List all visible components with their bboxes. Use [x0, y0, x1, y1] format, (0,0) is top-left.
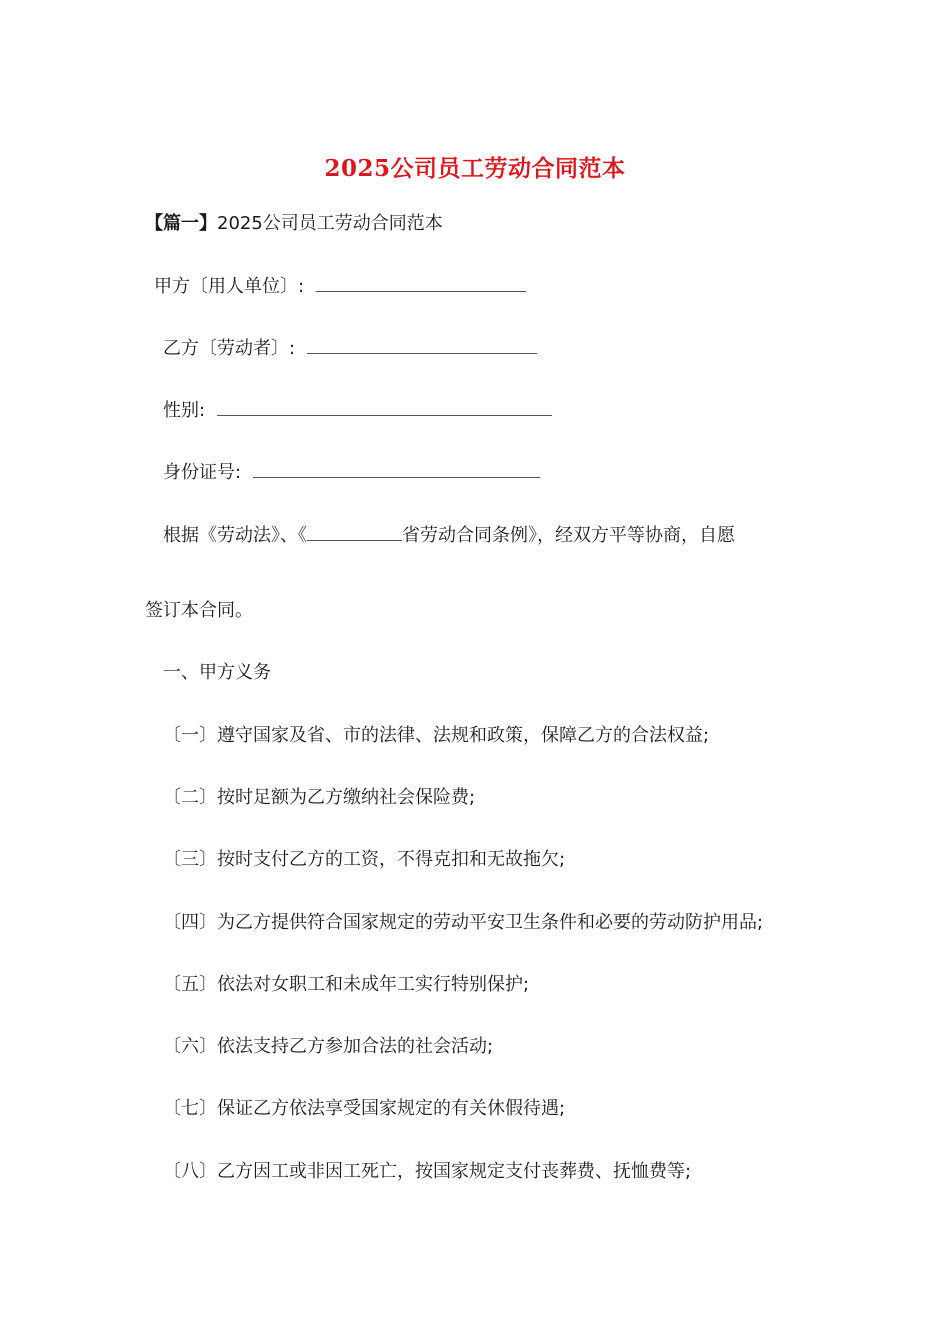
id-number-blank: [253, 463, 540, 478]
id-number-field: [163, 460, 540, 486]
obligation-item: 〔二〕按时足额为乙方缴纳社会保险费;: [163, 787, 476, 808]
obligation-item: 〔三〕按时支付乙方的工资，不得克扣和无故拖欠;: [163, 849, 566, 870]
preamble-part2: 省劳动合同条例》，经双方平等协商，自愿: [402, 525, 735, 546]
party-a-blank: [316, 277, 526, 292]
gender-blank: [217, 401, 552, 416]
obligation-item: 〔七〕保证乙方依法享受国家规定的有关休假待遇;: [163, 1098, 566, 1119]
obligation-item: 〔六〕依法支持乙方参加合法的社会活动;: [163, 1036, 494, 1057]
party-b-blank: [307, 339, 537, 354]
section-heading-text: 2025公司员工劳动合同范本: [217, 213, 443, 234]
section-heading: [145, 211, 443, 237]
obligation-item: 〔一〕遵守国家及省、市的法律、法规和政策，保障乙方的合法权益;: [163, 725, 710, 746]
party-a-label: 甲方〔用人单位〕:: [154, 276, 305, 297]
party-b-field: [163, 336, 537, 362]
document-title: 2025公司员工劳动合同范本: [324, 155, 626, 182]
party-b-label: 乙方〔劳动者〕:: [163, 338, 296, 359]
preamble-line-1: [163, 523, 735, 549]
obligation-item: 〔八〕乙方因工或非因工死亡，按国家规定支付丧葬费、抚恤费等;: [163, 1161, 692, 1182]
preamble-line-2: 签订本合同。: [145, 600, 253, 621]
obligation-item: 〔四〕为乙方提供符合国家规定的劳动平安卫生条件和必要的劳动防护用品;: [163, 912, 764, 933]
party-a-field: [154, 274, 526, 300]
section-one-title: 一、甲方义务: [163, 662, 271, 683]
id-number-label: 身份证号:: [163, 462, 242, 483]
gender-label: 性别:: [163, 400, 206, 421]
province-blank: [307, 526, 402, 541]
obligation-item: 〔五〕依法对女职工和未成年工实行特别保护;: [163, 974, 530, 995]
gender-field: [163, 398, 552, 424]
preamble-part1: 根据《劳动法》、《: [163, 525, 307, 546]
section-heading-bracket: 【篇一】: [145, 213, 217, 234]
